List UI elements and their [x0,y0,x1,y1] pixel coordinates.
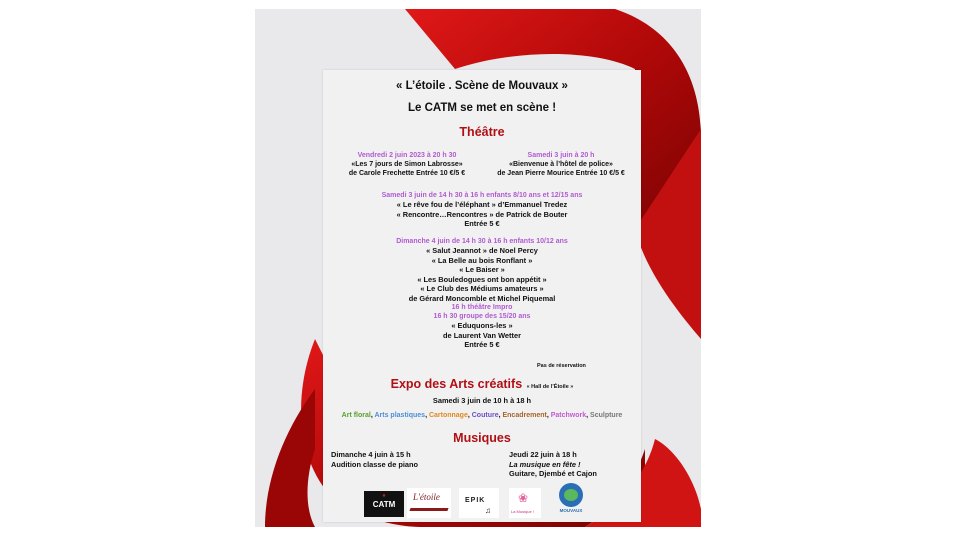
expo-place: « Hall de l’Étoile » [526,384,574,390]
sat-kids-line: « Rencontre…Rencontres » de Patrick de Bouter [396,209,568,219]
event-subtitle: Le CATM se met en scène ! [407,102,557,114]
art-category: Couture [471,412,499,419]
impro-time: 16 h théâtre Impro [451,304,513,311]
sun-line: de Laurent Van Wetter [443,330,521,340]
flower-logo: ❀ La Musique ! [509,488,541,518]
music-sunday-block [331,450,418,469]
sun-line: « La Belle au bois Ronflant » [431,255,533,265]
art-category: Art floral [341,412,371,419]
sun-line: « Eduquons-les » [451,321,513,330]
art-separator: , [467,412,472,419]
sun-line: de Gérard Moncomble et Michel Piquemal [408,293,556,303]
saturday-date: Samedi 3 juin à 20 h [527,152,595,159]
art-separator: , [546,412,551,419]
expo-arts-list [323,411,641,420]
music-thursday-block [509,450,597,479]
sun-price: Entrée 5 € [464,340,500,349]
art-category: Patchwork [550,412,587,419]
art-category: Sculpture [590,412,623,419]
expo-heading-row [323,375,641,393]
catm-logo: ★ CATM [364,491,404,517]
art-separator: , [586,412,591,419]
epik-logo: EPIK ♫ [459,488,499,518]
program-card [323,70,641,522]
music-thursday-event: La musique en fête ! [509,459,581,469]
theatre-saturday-block [481,151,641,178]
music-thursday-instruments: Guitare, Djembé et Cajon [509,469,597,478]
sun-line: « Le Baiser » [459,265,505,274]
sun-line: « Le Club des Médiums amateurs » [420,284,544,293]
theatre-friday-block [323,151,491,178]
event-title: « L’étoile . Scène de Mouvaux » [396,80,568,92]
music-sunday-event: Audition classe de piano [331,459,419,469]
friday-play: «Les 7 jours de Simon Labrosse» [351,161,463,168]
expo-date: Samedi 3 juin de 10 h à 18 h [432,396,532,405]
art-category: Cartonnage [428,412,468,419]
theatre-saturday-kids-block [323,191,641,229]
saturday-author: de Jean Pierre Mourice Entrée 10 €/5 € [497,170,625,177]
no-reservation-note: Pas de réservation [537,363,586,369]
etoile-logo: L'étoile [407,488,451,518]
mouvaux-logo: MOUVAUX [556,483,586,517]
music-thursday-date: Jeudi 22 juin à 18 h [509,450,577,459]
friday-author: de Carole Frechette Entrée 10 €/5 € [348,170,466,177]
music-heading: Musiques [453,431,511,445]
sat-kids-date: Samedi 3 juin de 14 h 30 à 16 h enfants 8/10 ans et 12/15 ans [381,192,583,199]
sun-line: « Les Bouledogues ont bon appétit » [417,274,547,284]
group-time: 16 h 30 groupe des 15/20 ans [433,313,531,320]
music-sunday-date: Dimanche 4 juin à 15 h [331,450,411,459]
sat-kids-price: Entrée 5 € [464,219,500,228]
sat-kids-line: « Le rêve fou de l’éléphant » d’Emmanuel Tredez [396,200,568,209]
saturday-play: «Bienvenue à l’hôtel de police» [509,161,613,168]
theatre-heading: Théâtre [459,125,505,139]
art-separator: , [498,412,503,419]
art-category: Arts plastiques [374,412,426,419]
art-category: Encadrement [502,412,547,419]
expo-heading: Expo des Arts créatifs [390,377,523,391]
art-separator: , [370,412,375,419]
sun-date: Dimanche 4 juin de 14 h 30 à 16 h enfants 10/12 ans [396,238,568,245]
art-separator: , [425,412,429,419]
sun-line: « Salut Jeannot » de Noel Percy [426,246,538,255]
theatre-sunday-block [323,237,641,350]
friday-date: Vendredi 2 juin 2023 à 20 h 30 [357,152,457,159]
